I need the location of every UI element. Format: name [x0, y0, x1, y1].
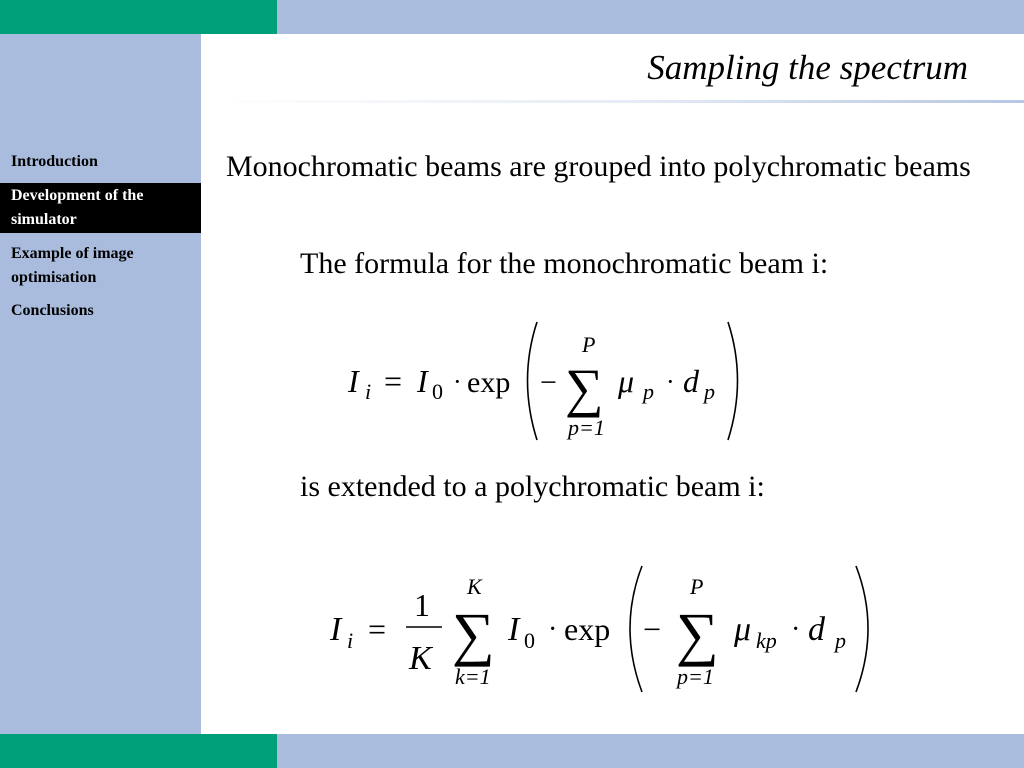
poly-intensity-subscript: i: [347, 628, 354, 653]
mono-d-symbol: d: [683, 363, 699, 399]
mono-i0-symbol: I: [417, 363, 428, 399]
sidebar-item-introduction[interactable]: Introduction: [11, 153, 98, 170]
slide-title: Sampling the spectrum: [647, 48, 968, 87]
poly-sum-k-symbol: ∑: [452, 601, 495, 667]
poly-mu-subscript: kp: [756, 628, 777, 653]
poly-left-paren: [630, 566, 642, 692]
poly-sum-k-upper-limit: K: [467, 574, 482, 599]
poly-fraction-denominator: K: [409, 640, 432, 677]
sidebar-item-example[interactable]: Example of image optimisation: [11, 245, 134, 286]
poly-dot-operator: ·: [548, 614, 558, 645]
mono-sum-lower-limit: p=1: [568, 415, 605, 440]
poly-equals-sign: =: [368, 611, 387, 647]
poly-intensity-symbol: I: [330, 611, 342, 648]
mono-sum-symbol: ∑: [565, 358, 604, 418]
poly-right-paren: [856, 566, 868, 692]
mono-i0-subscript: 0: [432, 379, 443, 404]
poly-minus-sign: −: [643, 611, 662, 647]
poly-dot-operator-2: ·: [791, 614, 801, 645]
mono-mu-subscript: p: [643, 379, 654, 404]
poly-i0-subscript: 0: [524, 628, 535, 653]
mono-d-subscript: p: [704, 379, 715, 404]
poly-sum-p-upper-limit: P: [690, 574, 704, 599]
sidebar-item-conclusions[interactable]: Conclusions: [11, 302, 94, 319]
poly-mu-symbol: μ: [734, 611, 752, 648]
poly-d-symbol: d: [808, 611, 825, 648]
poly-i0-symbol: I: [508, 611, 520, 648]
mono-dot-operator: ·: [453, 367, 462, 396]
mono-dot-operator-2: ·: [666, 367, 675, 396]
bullet-text: Monochromatic beams are grouped into polychromatic beams: [226, 150, 971, 183]
poly-fraction-numerator: 1: [414, 587, 430, 623]
mono-intensity-subscript: i: [365, 379, 372, 404]
poly-sum-p-lower-limit: p=1: [677, 664, 714, 689]
mono-sum-upper-limit: P: [582, 332, 596, 357]
poly-d-subscript: p: [835, 628, 846, 653]
mono-formula-intro: The formula for the monochromatic beam i:: [300, 247, 829, 280]
poly-exp-function: exp: [564, 611, 611, 647]
mono-equals-sign: =: [384, 363, 403, 399]
sidebar-item-development[interactable]: Development of the simulator: [0, 183, 201, 233]
poly-sum-p-symbol: ∑: [676, 601, 719, 667]
poly-sum-k-lower-limit: k=1: [455, 664, 491, 689]
mono-intensity-symbol: I: [348, 363, 359, 399]
mono-exp-function: exp: [467, 366, 511, 399]
poly-formula-intro: is extended to a polychromatic beam i:: [300, 470, 765, 503]
mono-mu-symbol: μ: [618, 363, 635, 399]
mono-minus-sign: −: [540, 366, 557, 399]
